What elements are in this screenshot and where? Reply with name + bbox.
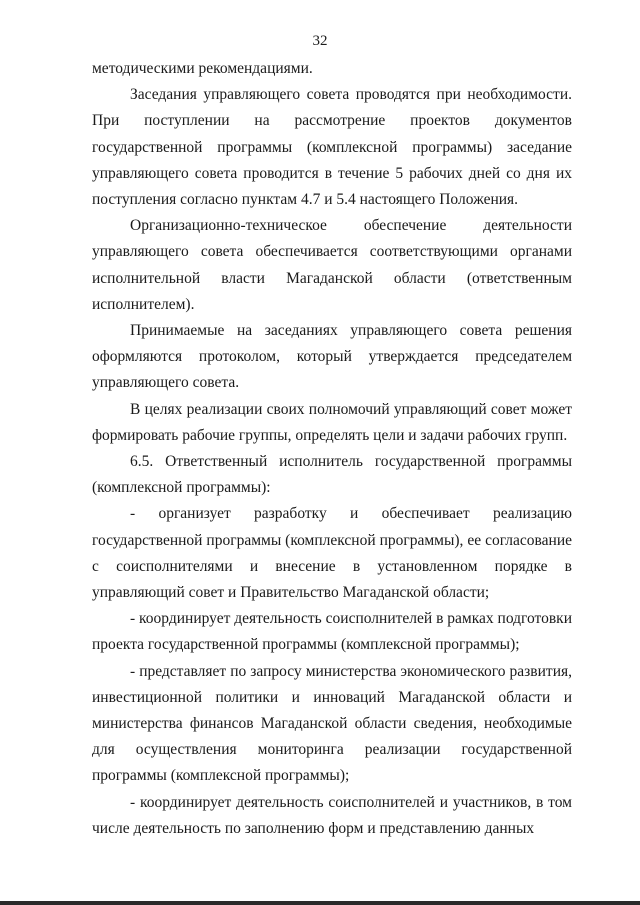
list-item-provides-information: - представляет по запросу министерства экономического развития, инвестиционной политики и инноваций Магаданской области и министерства финансов Магаданской области сведения, необходимые для осуществления мониторинга реализации государственной программы (комплексной программы); [92,662,572,785]
paragraph-decisions: Принимаемые на заседаниях управляющего совета решения оформляются протоколом, который утверждается председателем управляющего совета. [92,322,572,392]
paragraph-working-groups: В целях реализации своих полномочий управляющий совет может формировать рабочие группы, определять цели и задачи рабочих групп. [92,400,572,444]
paragraph-continuation: методическими рекомендациями. [92,60,313,77]
list-item-organizes: - организует разработку и обеспечивает реализацию государственной программы (комплексной программы), ее согласование с соисполнителями и внесение в установленном порядке в управляющий совет и Правительство Магаданской области; [92,505,572,602]
paragraph-council-meetings: Заседания управляющего совета проводятся при необходимости. При поступлении на рассмотрение проектов документов государственной программы (комплексной программы) заседание управляющего совета проводится в течение 5 рабочих дней со дня их поступления согласно пунктам 4.7 и 5.4 настоящего Положения. [92,86,572,209]
list-item-coordinates-participants: - координирует деятельность соисполнителей и участников, в том числе деятельность по заполнению форм и представлению данных [92,793,572,837]
paragraph-technical-support: Организационно-техническое обеспечение деятельности управляющего совета обеспечивается соответствующими органами исполнительной власти Магаданской области (ответственным исполнителем). [92,217,572,313]
list-item-coordinates-coexecutors: - координирует деятельность соисполнителей в рамках подготовки проекта государственной программы (комплексной программы); [92,610,572,654]
document-body [92,56,572,842]
page-number: 32 [312,33,328,49]
section-6-5-heading: 6.5. Ответственный исполнитель государственной программы (комплексной программы): [92,453,572,497]
scan-bottom-edge [0,901,640,905]
